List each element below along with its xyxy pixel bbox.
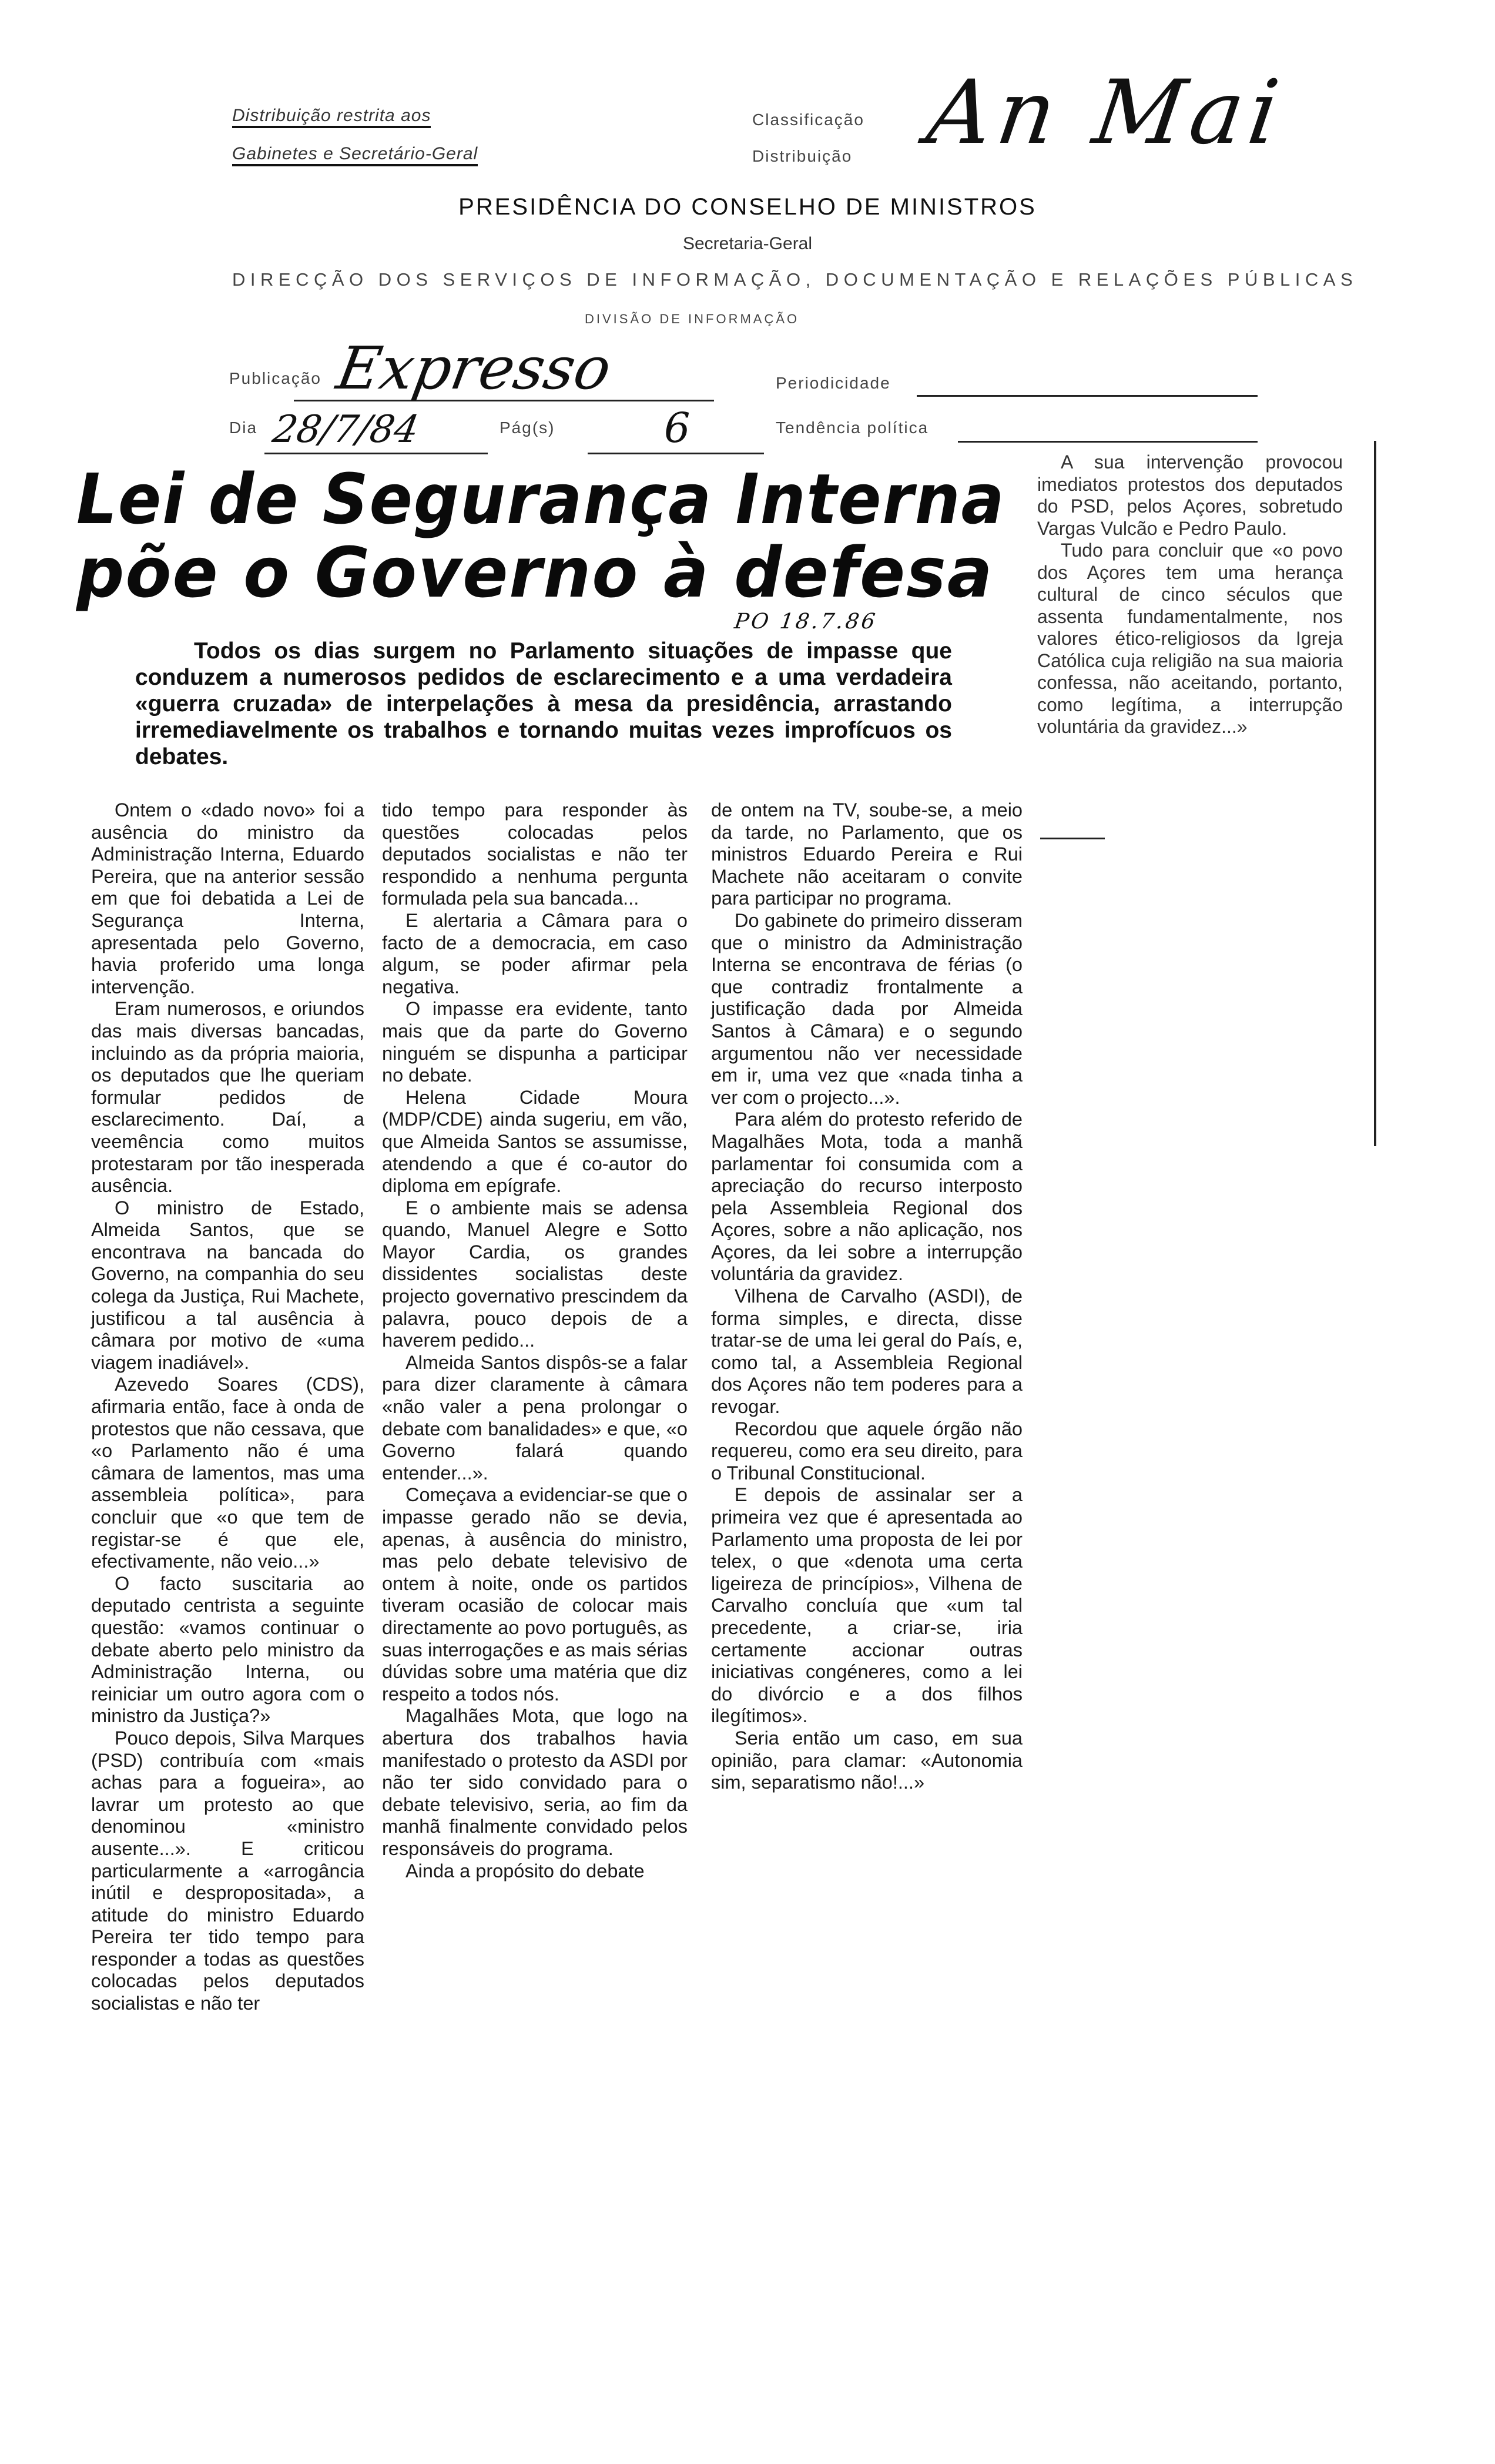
political-tendency-label: Tendência política <box>776 419 929 437</box>
paragraph: A sua intervenção provocou imediatos protestos dos deputados do PSD, pelos Açores, sobretudo Vargas Vulcão e Pedro Paulo. <box>1037 451 1343 539</box>
classification-label: Classificação <box>752 111 864 129</box>
paragraph: E alertaria a Câmara para o facto de a democracia, em caso algum, se poder afirmar pela negativa. <box>382 909 688 997</box>
paragraph: E o ambiente mais se adensa quando, Manuel Alegre e Sotto Mayor Cardia, os grandes dissidentes socialistas deste projecto governativo prescindem da palavra, pouco depois de a haverem pedido... <box>382 1197 688 1351</box>
institution-title: PRESIDÊNCIA DO CONSELHO DE MINISTROS <box>458 194 1037 220</box>
paragraph: O facto suscitaria ao deputado centrista a seguinte questão: «vamos continuar o debate aberto pelo ministro da Administração Interna, ou reiniciar um outro agora com o ministro da Justiça?» <box>91 1572 364 1727</box>
paragraph: Tudo para concluir que «o povo dos Açores tem uma herança cultural de cinco séculos que assenta fundamentalmente, nos valores ético-religiosos da Igreja Católica cuja religião na sua maioria confessa, não aceitando, portanto, como legítima, a interrupção voluntária da gravidez...» <box>1037 540 1343 737</box>
handwritten-classification-signature: An Mai <box>921 62 1290 164</box>
publication-label: Publicação <box>229 369 321 387</box>
paragraph: de ontem na TV, soube-se, a meio da tarde, no Parlamento, que os ministros Eduardo Pereira e Rui Machete não aceitaram o convite para participar no programa. <box>711 799 1023 909</box>
pages-label: Pág(s) <box>500 419 555 437</box>
column-divider <box>1374 441 1376 1146</box>
day-line <box>264 453 488 454</box>
paragraph: Vilhena de Carvalho (ASDI), de forma simples, e directa, disse tratar-se de uma lei geral do País, e, como tal, a Assembleia Regional dos Açores não tem poderes para a revogar. <box>711 1285 1023 1418</box>
distribution-note-line2: Gabinetes e Secretário-Geral <box>232 144 478 166</box>
article-column-3 <box>711 799 1023 1794</box>
political-tendency-line <box>958 441 1258 443</box>
paragraph: Helena Cidade Moura (MDP/CDE) ainda sugeriu, em vão, que Almeida Santos se assumisse, atendendo a que é co-autor do diploma em epígrafe. <box>382 1086 688 1197</box>
handwritten-date-note: PO 18.7.86 <box>733 610 879 634</box>
periodicity-line <box>917 395 1258 397</box>
paragraph: Do gabinete do primeiro disseram que o ministro da Administração Interna se encontrava de férias (o que contradiz frontalmente a justificação dada por Almeida Santos à Câmara) e o segundo argumentou não ver necessidade em ir, uma vez que «nada tinha a ver com o projecto...». <box>711 909 1023 1108</box>
paragraph: Ainda a propósito do debate <box>405 1860 645 1882</box>
division-label: DIVISÃO DE INFORMAÇÃO <box>585 312 800 326</box>
paragraph: O impasse era evidente, tanto mais que da parte do Governo ninguém se dispunha a participar no debate. <box>382 998 688 1086</box>
paragraph: Azevedo Soares (CDS), afirmaria então, face à onda de protestos que não cessava, que «o Parlamento não é uma câmara de lamentos, mas uma assembleia política», para concluir que «o que tem de registar-se é que ele, efectivamente, não veio...» <box>91 1374 364 1572</box>
paragraph: Eram numerosos, e oriundos das mais diversas bancadas, incluindo as da própria maioria, os deputados que lhe queriam formular pedidos de esclarecimento. Daí, a veemência como muitos protestaram por tão inesperada ausência. <box>91 998 364 1197</box>
sidebar-end-rule <box>1040 838 1105 839</box>
paragraph: Magalhães Mota, que logo na abertura dos trabalhos havia manifestado o protesto da ASDI por não ter sido convidado para o debate televisivo, seria, ao fim da manhã finalmente convidado pelos responsáveis do programa. <box>382 1705 688 1859</box>
paragraph: Recordou que aquele órgão não requereu, como era seu direito, para o Tribunal Constitucional. <box>711 1418 1023 1484</box>
pages-handwritten-value: 6 <box>664 404 690 452</box>
headline-line2: põe o Governo à defesa <box>76 532 994 613</box>
pages-line <box>588 453 764 454</box>
secretariat-label: Secretaria-Geral <box>682 234 813 253</box>
article-column-1 <box>91 799 364 2015</box>
distribution-note-line1: Distribuição restrita aos <box>232 106 431 128</box>
paragraph: Pouco depois, Silva Marques (PSD) contribuía com «mais achas para a fogueira», ao lavrar um protesto ao que denominou «ministro ausente...». E criticou particularmente a «arrogância inútil e despropositada», a atitude do ministro Eduardo Pereira ter tido tempo para responder a todas as questões colocadas pelos deputados socialistas e não ter <box>91 1727 364 2014</box>
paragraph: Almeida Santos dispôs-se a falar para dizer claramente à câmara «não valer a pena prolongar o debate com banalidades» e que, «o Governo falará quando entender...». <box>382 1351 688 1484</box>
distribution-label: Distribuição <box>752 147 853 165</box>
paragraph: tido tempo para responder às questões colocadas pelos deputados socialistas e não ter respondido a nenhuma pergunta formulada pela sua bancada... <box>382 799 688 909</box>
article-column-2 <box>382 799 688 1882</box>
publication-handwritten-value: Expresso <box>331 334 616 403</box>
article-lead: Todos os dias surgem no Parlamento situações de impasse que conduzem a numerosos pedidos de esclarecimento e a uma verdadeira «guerra cruzada» de interpelações à mesa da presidência, arrastando irremediavelmente os trabalhos e tornando muitas vezes improfícuos os debates. <box>135 638 952 769</box>
paragraph: Ontem o «dado novo» foi a ausência do ministro da Administração Interna, Eduardo Pereira, que na anterior sessão em que foi debatida a Lei de Segurança Interna, apresentada pelo Governo, havia proferido uma longa intervenção. <box>91 799 364 997</box>
directorate-label: DIRECÇÃO DOS SERVIÇOS DE INFORMAÇÃO, DOCUMENTAÇÃO E RELAÇÕES PÚBLICAS <box>232 269 1358 290</box>
headline-line1: Lei de Segurança Interna <box>76 458 1005 540</box>
paragraph: Seria então um caso, em sua opinião, para clamar: «Autonomia sim, separatismo não!...» <box>711 1727 1023 1793</box>
periodicity-label: Periodicidade <box>776 374 891 392</box>
paragraph: E depois de assinalar ser a primeira vez que é apresentada ao Parlamento uma proposta de lei por telex, o que «denota uma certa ligeireza de princípios», Vilhena de Carvalho concluía que «um tal precedente, a criar-se, iria certamente accionar outras iniciativas congéneres, como a lei do divórcio e a dos filhos ilegítimos». <box>711 1484 1023 1727</box>
article-sidebar <box>1037 451 1343 738</box>
paragraph: Começava a evidenciar-se que o impasse gerado não se devia, apenas, à ausência do ministro, mas pelo debate televisivo de ontem à noite, onde os partidos tiveram ocasião de colocar mais directamente ao povo português, as suas interrogações e as mais sérias dúvidas sobre uma matéria que diz respeito a todos nós. <box>382 1484 688 1705</box>
day-label: Dia <box>229 419 258 437</box>
day-handwritten-value: 28/7/84 <box>269 408 423 451</box>
paragraph: O ministro de Estado, Almeida Santos, que se encontrava na bancada do Governo, na companhia do seu colega da Justiça, Rui Machete, justificou a tal ausência à câmara por motivo de «uma viagem inadiável». <box>91 1197 364 1373</box>
paragraph: Para além do protesto referido de Magalhães Mota, toda a manhã parlamentar foi consumida com a apreciação do recurso interposto pela Assembleia Regional dos Açores, sobre a não aplicação, nos Açores, da lei sobre a interrupção voluntária da gravidez. <box>711 1109 1023 1285</box>
